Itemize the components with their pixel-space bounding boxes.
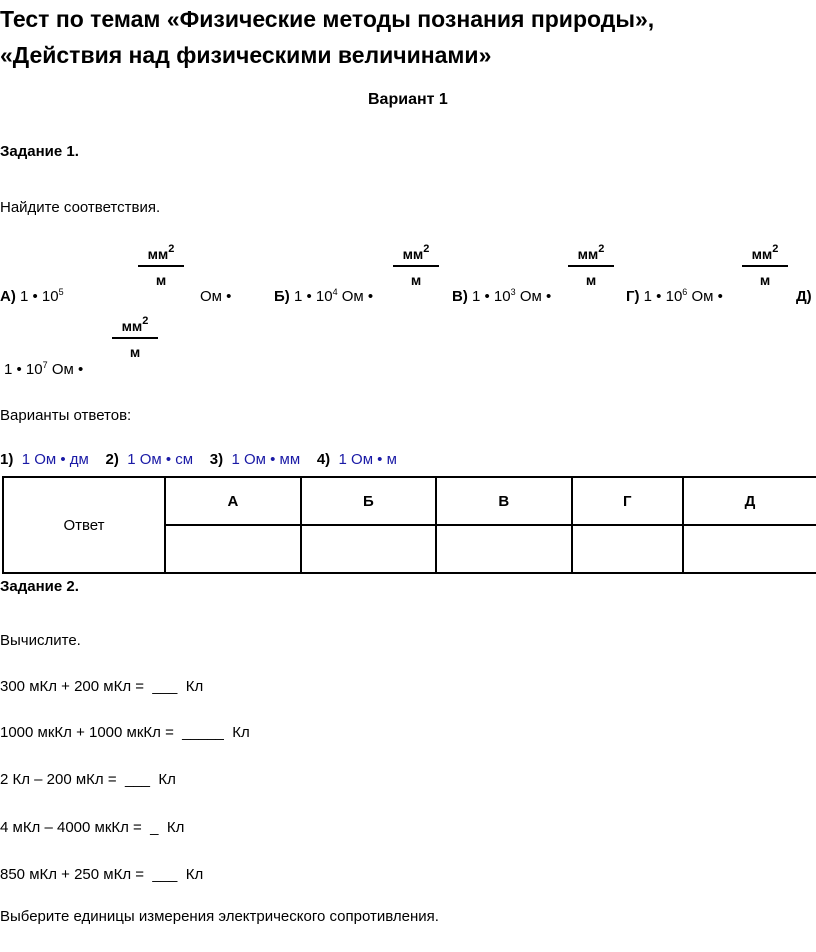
calc-expression-1: 300 мКл + 200 мКл = ___ Кл <box>0 678 204 695</box>
answer-header-d: Д <box>683 477 816 525</box>
option-2: 1 Ом • см <box>127 451 194 468</box>
options-heading: Варианты ответов: <box>0 407 132 424</box>
option-3: 1 Ом • мм <box>231 451 301 468</box>
unit-fraction: $мм^2$ м <box>393 246 439 288</box>
answer-blank[interactable]: _____ <box>182 724 224 741</box>
answer-header-v: В <box>436 477 572 525</box>
calc-expression-5: 850 мКл + 250 мКл = ___ Кл <box>0 866 204 883</box>
answer-blank[interactable]: ___ <box>152 678 178 695</box>
match-item-a: А) 1 • $10^5$ <box>0 287 64 305</box>
match-item-b: Б) 1 • $10^4$ Ом • <box>274 287 374 305</box>
answer-blank[interactable]: _ <box>150 819 159 836</box>
task2-heading: Задание 2. <box>0 578 79 595</box>
task1-heading: Задание 1. <box>0 143 79 160</box>
match-item-g: Г) 1 • $10^6$ Ом • <box>626 287 723 305</box>
unit-fraction: $мм^2$ м <box>742 246 788 288</box>
answer-header-a: А <box>165 477 301 525</box>
page-title-line-1: Тест по темам «Физические методы познания природы», <box>0 6 655 32</box>
match-item-v: В) 1 • $10^3$ Ом • <box>452 287 552 305</box>
answer-table <box>2 476 816 574</box>
option-1: 1 Ом • дм <box>21 451 89 468</box>
answer-cell-d[interactable] <box>683 525 816 573</box>
answer-blank[interactable]: ___ <box>152 866 178 883</box>
task2-instruction: Вычислите. <box>0 632 81 649</box>
options-list: 1) 1 Ом • дм 2) 1 Ом • см 3) 1 Ом • мм 4) 1 Ом • м <box>0 451 397 468</box>
match-item-d: 1 • $10^7$ Ом • <box>4 360 84 378</box>
unit-fraction: $мм^2$ м <box>112 318 158 360</box>
variant-label: Вариант 1 <box>368 91 448 108</box>
task1-instruction: Найдите соответствия. <box>0 199 161 216</box>
answer-cell-v[interactable] <box>436 525 572 573</box>
calc-expression-4: 4 мКл – 4000 мкКл = _ Кл <box>0 819 185 836</box>
answer-row-label: Ответ <box>3 477 165 573</box>
match-item-d-letter: Д) <box>796 288 812 305</box>
match-item-a-unit: Ом • <box>200 288 232 305</box>
footer-instruction: Выберите единицы измерения электрического сопротивления. <box>0 908 439 925</box>
answer-header-g: Г <box>572 477 683 525</box>
answer-cell-a[interactable] <box>165 525 301 573</box>
answer-blank[interactable]: ___ <box>124 771 150 788</box>
unit-fraction: $мм^2$ м <box>568 246 614 288</box>
answer-cell-g[interactable] <box>572 525 683 573</box>
page-title-line-2: «Действия над физическими величинами» <box>0 42 492 68</box>
calc-expression-2: 1000 мкКл + 1000 мкКл = _____ Кл <box>0 724 250 741</box>
calc-expression-3: 2 Кл – 200 мКл = ___ Кл <box>0 771 176 788</box>
answer-header-b: Б <box>301 477 436 525</box>
option-4: 1 Ом • м <box>338 451 397 468</box>
answer-cell-b[interactable] <box>301 525 436 573</box>
unit-fraction: $мм^2$ м <box>138 246 184 288</box>
